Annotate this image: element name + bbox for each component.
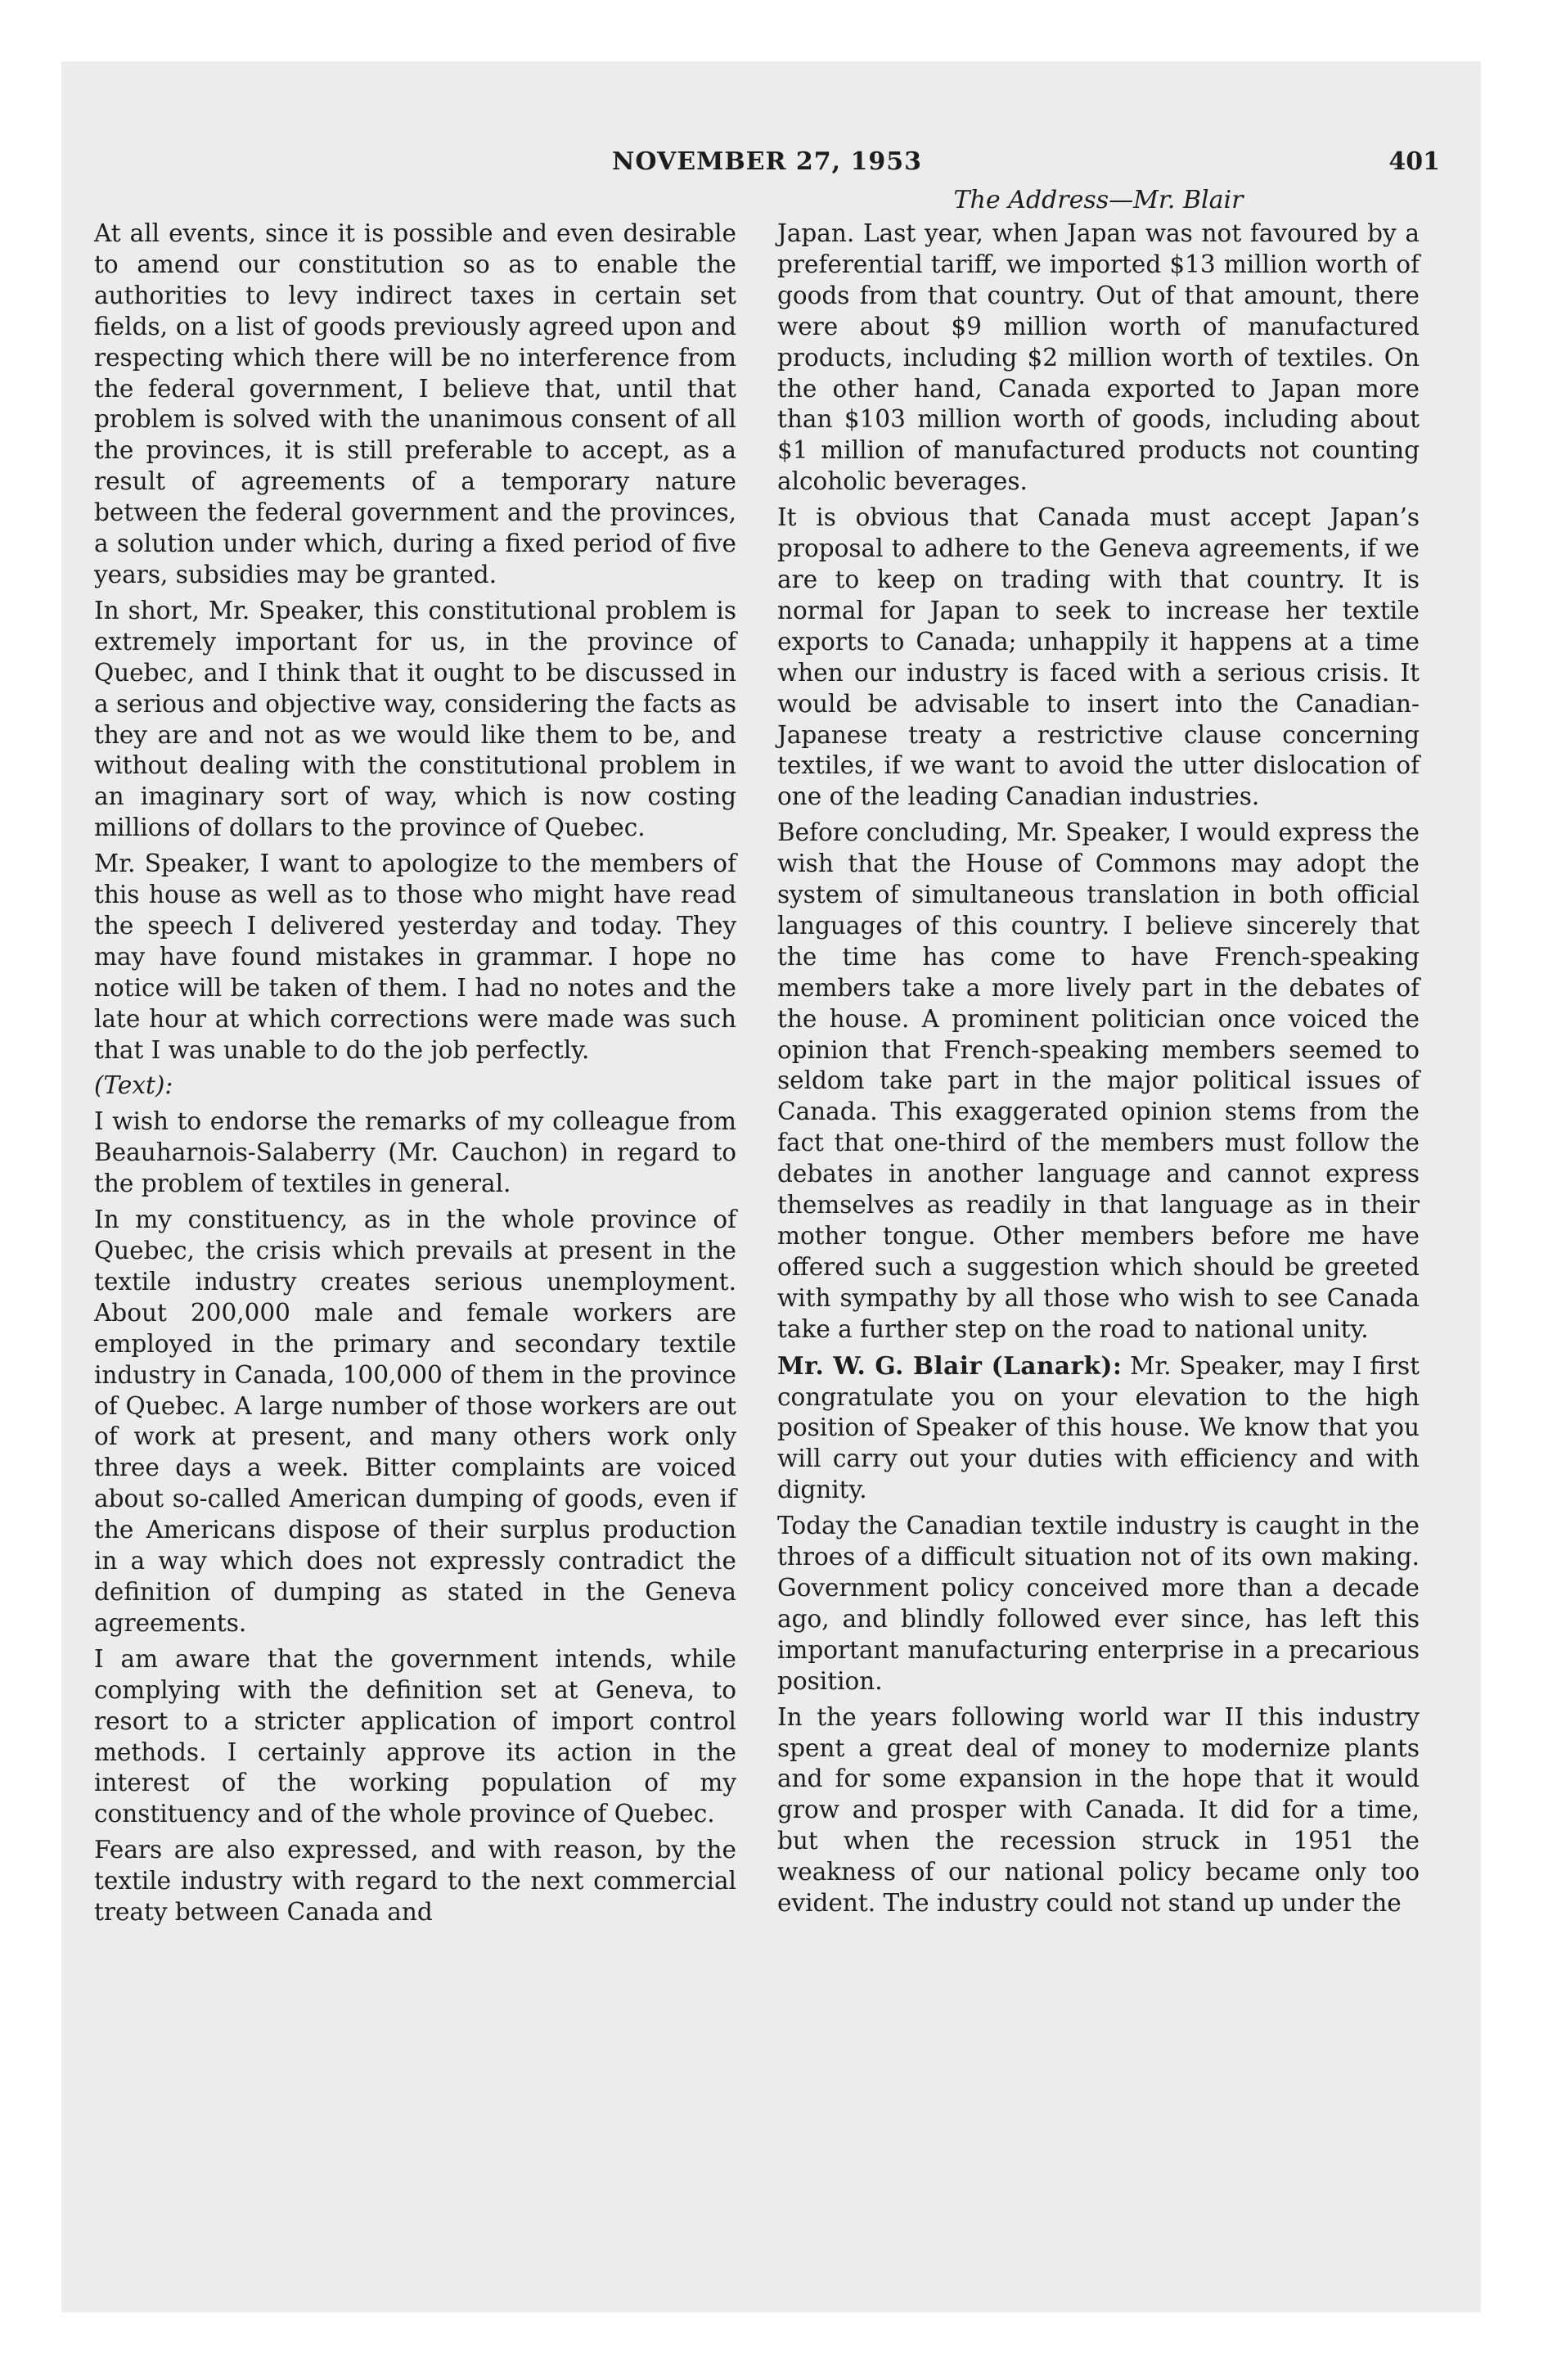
hansard-page [94,147,1440,2243]
paragraph: I wish to endorse the remarks of my colleague from Beauharnois-Salaberry (Mr. Cauchon) in regard to the problem of textiles in general. [94,1107,736,1198]
right-column [777,183,1420,1924]
paragraph: I am aware that the government intends, while complying with the definition set at Geneva, to resort to a stricter application of import control methods. I certainly approve its action in the interest of the working population of my constituency and of the whole province of Quebec. [94,1644,736,1828]
speaker-text: Mr. Speaker, may I first congratulate you on your elevation to the high position of Speaker of this house. We know that you will carry out your duties with efficiency and with dignity. [777,1351,1420,1504]
paragraph: Fears are also expressed, and with reason, by the textile industry with regard to the next commercial treaty between Canada and [94,1836,736,1927]
paragraph: In short, Mr. Speaker, this constitutional problem is extremely important for us, in the province of Quebec, and I think that it ought to be discussed in a serious and objective way, considering the facts as they are and not as we would like them to be, and without dealing with the constitutional problem in an imaginary sort of way, which is now costing millions of dollars to the province of Quebec. [94,596,736,842]
paragraph: At all events, since it is possible and even desirable to amend our constitution so as to enable the authorities to levy indirect taxes in certain set fields, on a list of goods previously agreed upon and respecting which there will be no interference from the federal government, I believe that, until that problem is solved with the unanimous consent of all the provinces, it is still preferable to accept, as a result of agreements of a temporary nature between the federal government and the provinces, a solution under which, during a fixed period of five years, subsidies may be granted. [94,219,736,588]
running-head [94,147,1440,188]
speaker-name: Mr. W. G. Blair (Lanark): [777,1350,1123,1380]
paragraph: Today the Canadian textile industry is caught in the throes of a difficult situation not of its own making. Government policy conceived more than a decade ago, and blindly followed ever since, has left this important manufacturing enterprise in a precarious position. [777,1512,1420,1695]
paragraph: It is obvious that Canada must accept Japan’s proposal to adhere to the Geneva agreements, if we are to keep on trading with that country. It is normal for Japan to seek to increase her textile exports to Canada; unhappily it happens at a time when our industry is faced with a serious crisis. It would be advisable to insert into the Canadian-Japanese treaty a restrictive clause concerning textiles, if we want to avoid the utter dislocation of one of the leading Canadian industries. [777,503,1420,811]
paragraph: Before concluding, Mr. Speaker, I would express the wish that the House of Commons may adopt the system of simultaneous translation in both official languages of this country. I believe sincerely that the time has come to have French-speaking members take a more lively part in the debates of the house. A prominent politician once voiced the opinion that French-speaking members seemed to seldom take part in the major political issues of Canada. This exaggerated opinion stems from the fact that one-third of the members must follow the debates in another language and cannot express themselves as readily in that language as in their mother tongue. Other members before me have offered such a suggestion which should be greeted with sympathy by all those who wish to see Canada take a further step on the road to national unity. [777,818,1420,1343]
page-date: NOVEMBER 27, 1953 [611,147,923,176]
page-number: 401 [1388,147,1440,176]
running-title: The Address—Mr. Blair [953,186,1244,214]
speaker-paragraph [777,1350,1420,1507]
paragraph: Mr. Speaker, I want to apologize to the members of this house as well as to those who might have read the speech I delivered yesterday and today. They may have found mistakes in grammar. I hope no notice will be taken of them. I had no notes and the late hour at which corrections were made was such that I was unable to do the job perfectly. [94,850,736,1064]
paragraph: In the years following world war II this industry spent a great deal of money to modernize plants and for some expansion in the hope that it would grow and prosper with Canada. It did for a time, but when the recession struck in 1951 the weakness of our national policy became only too evident. The industry could not stand up under the [777,1702,1420,1918]
left-column [94,219,736,1933]
text-marker: (Text): [94,1071,173,1100]
paragraph: In my constituency, as in the whole province of Quebec, the crisis which prevails at present in the textile industry creates serious unemployment. About 200,000 male and female workers are employed in the primary and secondary textile industry in Canada, 100,000 of them in the province of Quebec. A large number of those workers are out of work at present, and many others work only three days a week. Bitter complaints are voiced about so-called American dumping of goods, even if the Americans dispose of their surplus production in a way which does not expressly contradict the definition of dumping as stated in the Geneva agreements. [94,1206,736,1637]
paragraph: Japan. Last year, when Japan was not favoured by a preferential tariff, we imported $13 million worth of goods from that country. Out of that amount, there were about $9 million worth of manufactured products, including $2 million worth of textiles. On the other hand, Canada exported to Japan more than $103 million worth of goods, including about $1 million of manufactured products not counting alcoholic beverages. [777,219,1420,496]
